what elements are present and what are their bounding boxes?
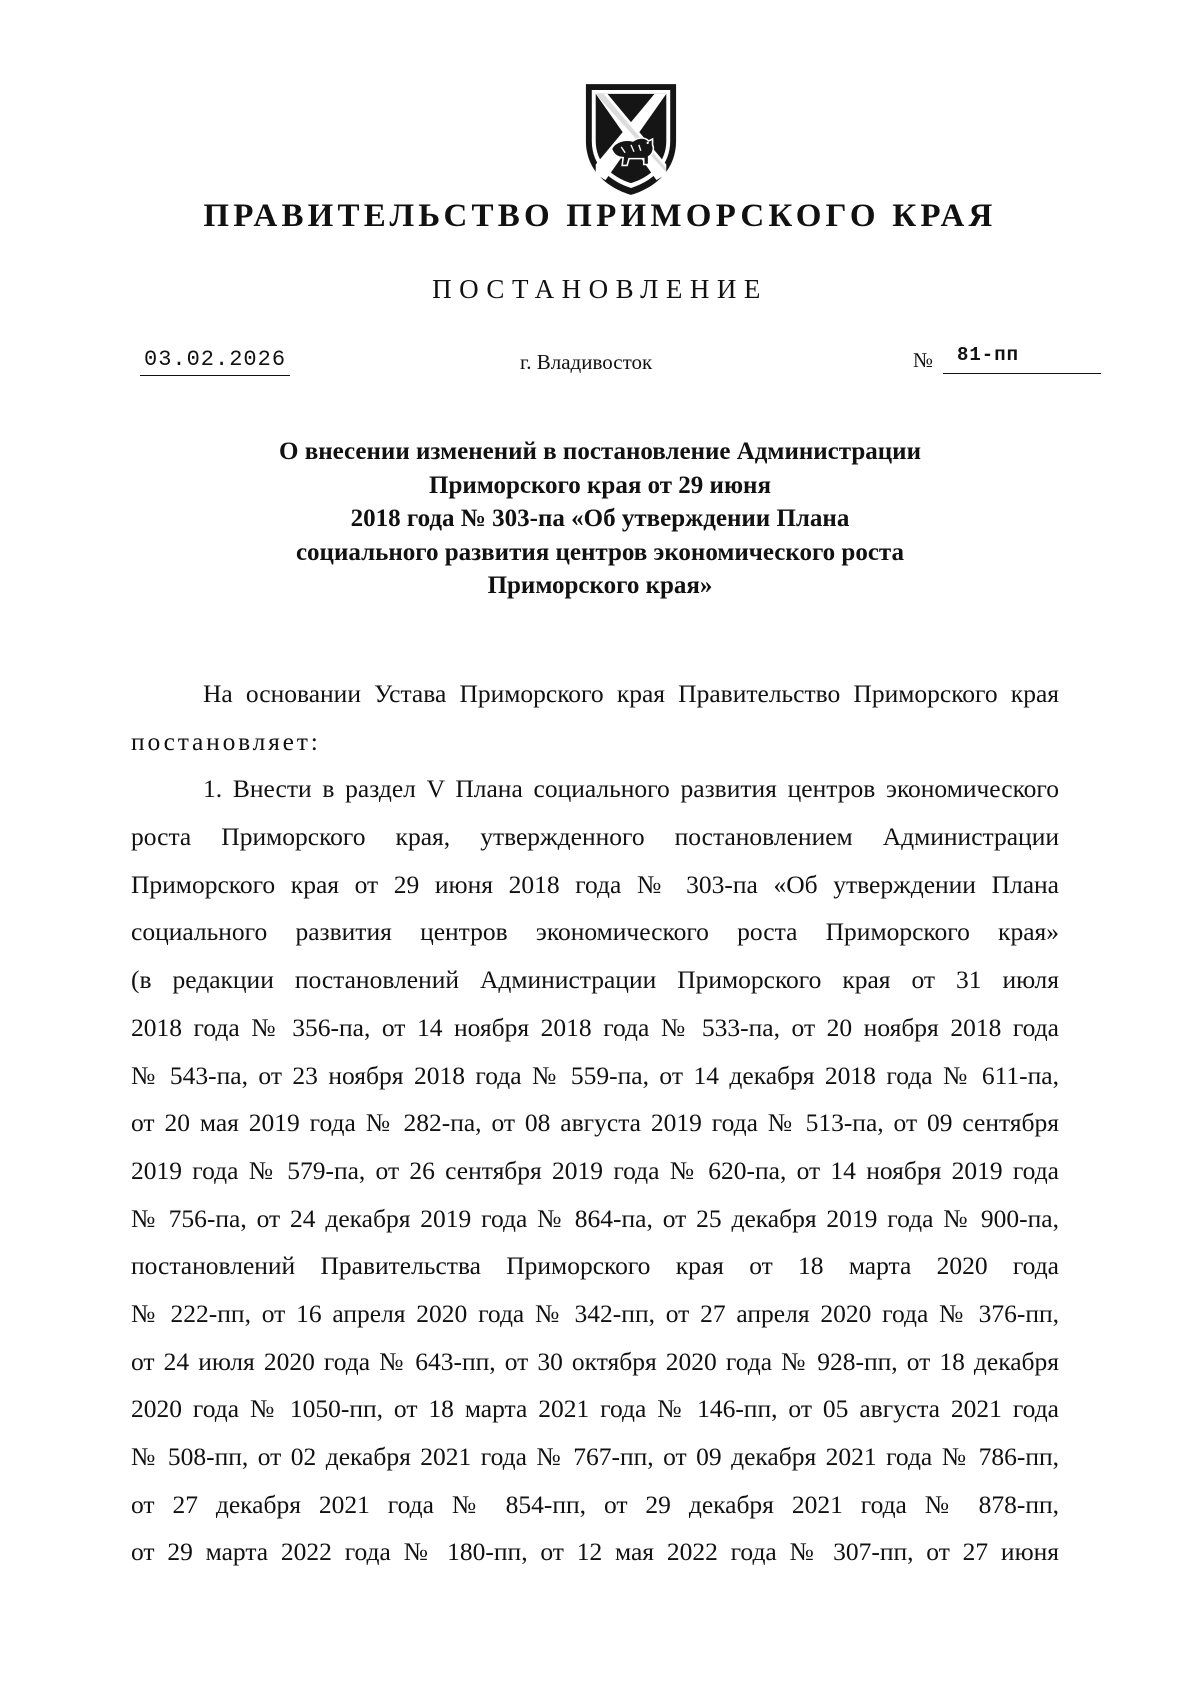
body-line: роста Приморского края, утвержденного постановлением Администрации xyxy=(131,822,1059,852)
document-city: г. Владивосток xyxy=(520,350,653,374)
subject-line: 2018 года № 303-па «Об утверждении Плана xyxy=(350,505,850,533)
number-value: 81-пп xyxy=(957,344,1020,366)
body-line: № 543-па, от 23 ноября 2018 года № 559-па, от 14 декабря 2018 года № 611-па, xyxy=(131,1060,1059,1090)
body-line: 2019 года № 579-па, от 26 сентября 2019 года № 620-па, от 14 ноября 2019 года xyxy=(131,1155,1059,1185)
subject-line: Приморского края» xyxy=(487,572,713,600)
subject-line: Приморского края от 29 июня xyxy=(429,471,771,499)
body-line: от 24 июля 2020 года № 643-пп, от 30 октября 2020 года № 928-пп, от 18 декабря xyxy=(131,1346,1059,1376)
body-line: постановлений Правительства Приморского края от 18 марта 2020 года xyxy=(131,1251,1059,1281)
government-title: ПРАВИТЕЛЬСТВО ПРИМОРСКОГО КРАЯ xyxy=(203,198,997,234)
document-type: ПОСТАНОВЛЕНИЕ xyxy=(432,274,768,304)
body-line: (в редакции постановлений Администрации Приморского края от 31 июля xyxy=(131,965,1059,995)
body-line: № 508-пп, от 02 декабря 2021 года № 767-пп, от 09 декабря 2021 года № 786-пп, xyxy=(131,1442,1059,1471)
number-sign: № xyxy=(913,348,934,372)
body-line: постановляет: xyxy=(131,726,321,756)
body-line: от 29 марта 2022 года № 180-пп, от 12 мая 2022 года № 307-пп, от 27 июня xyxy=(131,1537,1059,1567)
document-date: 03.02.2026 xyxy=(140,346,290,376)
body-line: 2018 года № 356-па, от 14 ноября 2018 года № 533-па, от 20 ноября 2018 года xyxy=(131,1012,1059,1042)
body-line: № 222-пп, от 16 апреля 2020 года № 342-пп, от 27 апреля 2020 года № 376-пп, xyxy=(131,1298,1059,1328)
body-line: На основании Устава Приморского края Правительство Приморского края xyxy=(203,679,1059,708)
document-number xyxy=(913,343,1103,373)
body-line: социального развития центров экономического роста Приморского края» xyxy=(131,917,1059,947)
body-line: 1. Внести в раздел V Плана социального развития центров экономического xyxy=(203,774,1059,804)
body-line: от 20 мая 2019 года № 282-па, от 08 августа 2019 года № 513-па, от 09 сентября xyxy=(131,1108,1059,1138)
body-line: № 756-па, от 24 декабря 2019 года № 864-па, от 25 декабря 2019 года № 900-па, xyxy=(131,1203,1059,1233)
subject-line: О внесении изменений в постановление Администрации xyxy=(279,438,921,465)
body-line: Приморского края от 29 июня 2018 года № 303-па «Об утверждении Плана xyxy=(131,869,1059,899)
document-subject xyxy=(140,435,1060,603)
body-line: 2020 года № 1050-пп, от 18 марта 2021 года № 146-пп, от 05 августа 2021 года xyxy=(131,1394,1059,1424)
number-underline xyxy=(943,373,1101,374)
document-body xyxy=(131,670,1059,1576)
coat-of-arms-icon xyxy=(582,80,680,198)
body-line: от 27 декабря 2021 года № 854-пп, от 29 декабря 2021 года № 878-пп, xyxy=(131,1489,1059,1519)
subject-line: социального развития центров экономического роста xyxy=(295,538,905,566)
